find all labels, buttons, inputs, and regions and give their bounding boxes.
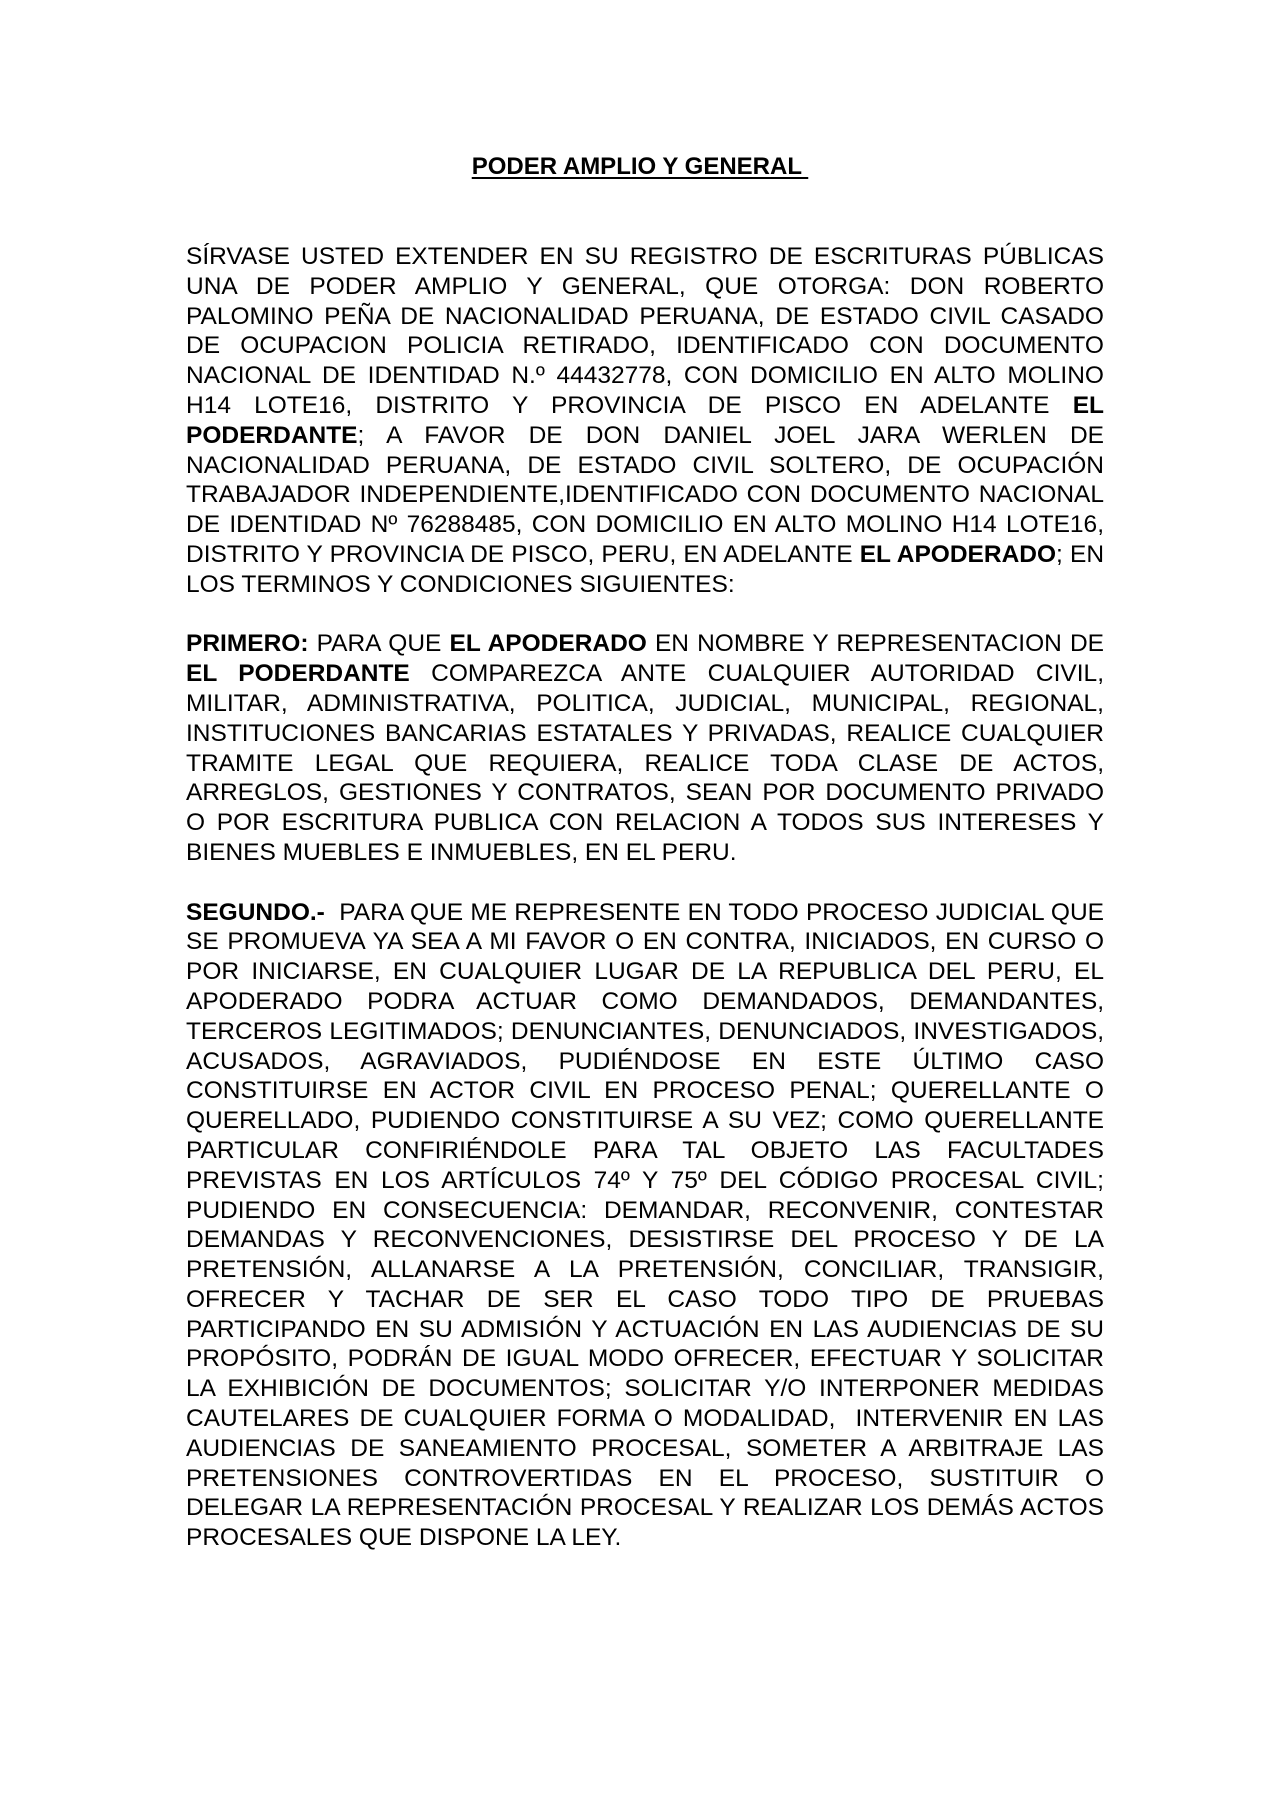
document-title <box>0 153 1280 181</box>
document-title-text: PODER AMPLIO Y GENERAL <box>471 153 809 180</box>
intro-paragraph <box>186 242 1104 600</box>
primero-bold-apoderado: EL APODERADO <box>449 630 647 658</box>
segundo-paragraph <box>186 898 1111 1554</box>
primero-paragraph <box>186 629 1104 867</box>
intro-text-2: ; A FAVOR DE DON DANIEL JOEL JARA WERLEN DE NACIONALIDAD PERUANA, DE ESTADO CIVIL SOLTERO, DE OCUPACIÓN TRABAJADOR INDEPENDIENTE,IDENTIFICADO CON DOCUMENTO NACIONAL DE IDENTIDAD Nº 76288485, CON DOMICILIO EN ALTO MOLINO H14 LOTE16, DISTRITO Y PROVINCIA DE PISCO, PERU, EN ADELANTE <box>186 421 1104 568</box>
segundo-label: SEGUNDO.- <box>186 898 325 926</box>
primero-text-1: PARA QUE <box>308 630 450 658</box>
primero-text-3: COMPAREZCA ANTE CUALQUIER AUTORIDAD CIVIL, MILITAR, ADMINISTRATIVA, POLITICA, JUDICIAL, MUNICIPAL, REGIONAL, INSTITUCIONES BANCARIAS ESTATALES Y PRIVADAS, REALICE CUALQUIER TRAMITE LEGAL QUE REQUIERA, REALICE TODA CLASE DE ACTOS, ARREGLOS, GESTIONES Y CONTRATOS, SEAN POR DOCUMENTO PRIVADO O POR ESCRITURA PUBLICA CON RELACION A TODOS SUS INTERESES Y BIENES MUEBLES E INMUEBLES, EN EL PERU. <box>186 660 1104 866</box>
intro-bold-apoderado: EL APODERADO <box>859 540 1057 568</box>
document-body <box>186 242 1111 1583</box>
primero-label: PRIMERO: <box>186 630 309 658</box>
primero-bold-poderdante: EL PODERDANTE <box>186 660 410 688</box>
primero-text-2: EN NOMBRE Y REPRESENTACION DE <box>646 630 1105 658</box>
intro-text-3: ; EN LOS TERMINOS Y CONDICIONES SIGUIENTES: <box>186 540 1105 598</box>
intro-text-1: SÍRVASE USTED EXTENDER EN SU REGISTRO DE ESCRITURAS PÚBLICAS UNA DE PODER AMPLIO Y GENERAL, QUE OTORGA: DON ROBERTO PALOMINO PEÑA DE NACIONALIDAD PERUANA, DE ESTADO CIVIL CASADO DE OCUPACION POLICIA RETIRADO, IDENTIFICADO CON DOCUMENTO NACIONAL DE IDENTIDAD N.º 44432778, CON DOMICILIO EN ALTO MOLINO H14 LOTE16, DISTRITO Y PROVINCIA DE PISCO EN ADELANTE <box>186 243 1104 419</box>
intro-bold-poderdante: EL PODERDANTE <box>186 391 1104 449</box>
segundo-text-1: PARA QUE ME REPRESENTE EN TODO PROCESO JUDICIAL QUE SE PROMUEVA YA SEA A MI FAVOR O EN CONTRA, INICIADOS, EN CURSO O POR INICIARSE, EN CUALQUIER LUGAR DE LA REPUBLICA DEL PERU, EL APODERADO PODRA ACTUAR COMO DEMANDADOS, DEMANDANTES, TERCEROS LEGITIMADOS; DENUNCIANTES, DENUNCIADOS, INVESTIGADOS, ACUSADOS, AGRAVIADOS, PUDIÉNDOSE EN ESTE ÚLTIMO CASO CONSTITUIRSE EN ACTOR CIVIL EN PROCESO PENAL; QUERELLANTE O QUERELLADO, PUDIENDO CONSTITUIRSE A SU VEZ; COMO QUERELLANTE PARTICULAR CONFIRIÉNDOLE PARA TAL OBJETO LAS FACULTADES PREVISTAS EN LOS ARTÍCULOS 74º Y 75º DEL CÓDIGO PROCESAL CIVIL; PUDIENDO EN CONSECUENCIA: DEMANDAR, RECONVENIR, CONTESTAR DEMANDAS Y RECONVENCIONES, DESISTIRSE DEL PROCESO Y DE LA PRETENSIÓN, ALLANARSE A LA PRETENSIÓN, CONCILIAR, TRANSIGIR, OFRECER Y TACHAR DE SER EL CASO TODO TIPO DE PRUEBAS PARTICIPANDO EN SU ADMISIÓN Y ACTUACIÓN EN LAS AUDIENCIAS DE SU PROPÓSITO, PODRÁN DE IGUAL MODO OFRECER, EFECTUAR Y SOLICITAR LA EXHIBICIÓN DE DOCUMENTOS; SOLICITAR Y/O INTERPONER MEDIDAS CAUTELARES DE CUALQUIER FORMA O MODALIDAD, INTERVENIR EN LAS AUDIENCIAS DE SANEAMIENTO PROCESAL, SOMETER A ARBITRAJE LAS PRETENSIONES CONTROVERTIDAS EN EL PROCESO, SUSTITUIR O DELEGAR LA REPRESENTACIÓN PROCESAL Y REALIZAR LOS DEMÁS ACTOS PROCESALES QUE DISPONE LA LEY. <box>186 898 1111 1552</box>
